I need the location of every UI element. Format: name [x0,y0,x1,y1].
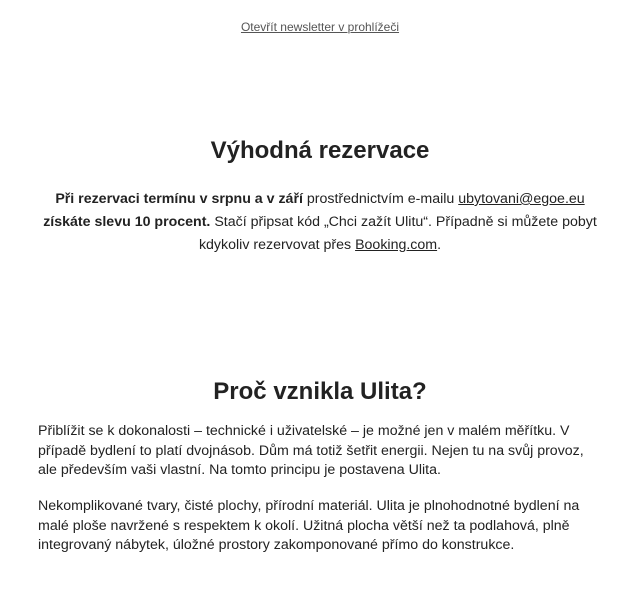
why-paragraph: Nekomplikované tvary, čisté plochy, přírodní materiál. Ulita je plnohodnotné bydlení na malé ploše navržené s respektem k okolí. Užitná plocha větší než ta podlahová, plně integrovaný nábytek, úložné prostory zakomponované přímo do konstrukce. [38,498,580,553]
why-paragraph: Přiblížit se k dokonalosti – technické i uživatelské – je možné jen v malém měřítku. V případě bydlení to platí dvojnásob. Dům má totiž šetřit energii. Nejen tu na svůj provoz, ale především vaši vlastní. Na tomto principu je postavena Ulita. [38,423,584,478]
why-title: Proč vznikla Ulita? [213,378,427,405]
promo-title: Výhodná rezervace [210,137,430,164]
promo-code-sentence: Stačí připsat kód „Chci zažít Ulitu“. Případně si můžete pobyt kdykoliv rezervovat přes [198,214,597,253]
booking-link[interactable]: Booking.com [355,237,438,253]
promo-bold-discount: získáte slevu 10 procent. [43,214,211,230]
promo-bold-lead: Při rezervaci termínu v srpnu a v září [55,191,303,207]
open-in-browser-link[interactable]: Otevřít newsletter v prohlížeči [240,20,400,34]
browser-link-container [0,19,640,35]
email-link[interactable]: ubytovani@egoe.eu [458,191,585,207]
promo-text-mid: prostřednictvím e-mailu [302,191,459,207]
promo-text-end: . [437,237,442,253]
promo-text [38,188,602,257]
